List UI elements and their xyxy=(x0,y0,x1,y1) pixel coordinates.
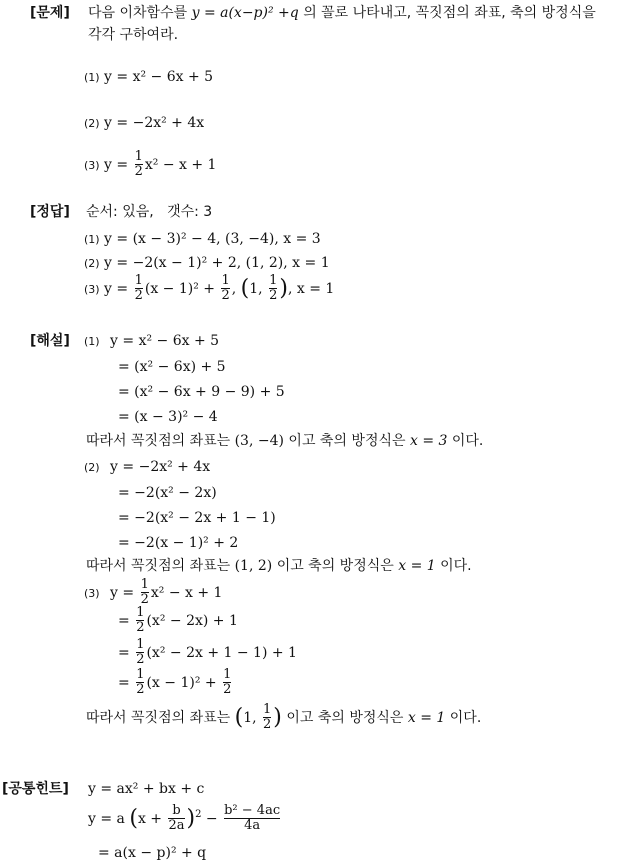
fraction-denominator: 2 xyxy=(136,652,145,668)
solution-3-step2 xyxy=(118,606,238,636)
hint-line1: y = ax² + bx + c xyxy=(88,781,205,797)
fraction-numerator: 1 xyxy=(221,273,230,288)
paren-open: ( xyxy=(129,805,138,831)
solution-2-step4: = −2(x − 1)² + 2 xyxy=(118,535,239,551)
fraction-denominator: 2 xyxy=(269,288,278,304)
fraction xyxy=(168,804,184,834)
conclusion-end: 이다. xyxy=(449,709,482,726)
item-number: (2) xyxy=(84,257,100,270)
conclusion-pre: 따라서 꼭짓점의 좌표는 xyxy=(86,709,231,726)
item-number: (1) xyxy=(84,335,100,348)
fraction-denominator: 2 xyxy=(263,717,272,733)
hint-x: x + xyxy=(137,810,163,827)
conclusion-mid: 이고 축의 방정식은 xyxy=(288,433,406,449)
conclusion-point: (1, 2) xyxy=(234,558,273,574)
paren-close: ) xyxy=(186,805,196,831)
step-pre: = xyxy=(118,644,130,661)
step-pre: y = xyxy=(110,584,135,601)
exponent: 2 xyxy=(195,809,202,821)
answer-comma: , xyxy=(231,280,237,297)
fraction-numerator: 1 xyxy=(263,702,272,717)
item-number: (3) xyxy=(84,282,100,296)
solution-3-step4 xyxy=(118,668,233,698)
fraction-denominator: 2 xyxy=(140,592,149,608)
solution-3-conclusion xyxy=(86,703,481,733)
conclusion-axis: x = 1 xyxy=(398,558,436,574)
fraction-numerator: 1 xyxy=(269,273,278,288)
fraction-denominator: 4a xyxy=(224,818,280,833)
fraction-numerator: 1 xyxy=(136,667,145,682)
solution-label: [해설] xyxy=(30,333,70,349)
problem-text-pre: 다음 이차함수를 xyxy=(88,5,188,21)
fraction xyxy=(221,274,229,304)
solution-3-step3 xyxy=(118,638,297,668)
item-number: (2) xyxy=(84,461,100,474)
fraction-numerator: 1 xyxy=(136,637,145,652)
fraction-numerator: 1 xyxy=(134,273,143,288)
item-number: (3) xyxy=(84,158,100,172)
step-post: (x² − 2x + 1 − 1) + 1 xyxy=(146,644,297,661)
solution-1-step2: = (x² − 6x) + 5 xyxy=(118,359,226,375)
answer-expr-mid: (x − 1)² + xyxy=(144,280,216,297)
solution-1-step4: = (x − 3)² − 4 xyxy=(118,409,218,425)
step-post: (x − 1)² + xyxy=(146,674,217,691)
step-pre: = xyxy=(118,674,130,691)
item-expression-pre: y = xyxy=(104,156,129,173)
fraction-numerator: 1 xyxy=(134,149,143,164)
vertex-x: 1, xyxy=(249,280,263,297)
fraction xyxy=(135,150,143,180)
fraction-denominator: 2 xyxy=(134,164,143,180)
step-post: x² − x + 1 xyxy=(150,584,223,601)
answer-expr-pre: y = xyxy=(104,280,129,297)
item-number: (3) xyxy=(84,586,100,600)
fraction-denominator: 2 xyxy=(134,288,143,304)
step-post: (x² − 2x) + 1 xyxy=(146,612,238,629)
fraction-denominator: 2 xyxy=(223,682,232,698)
problem-formula: y = a(x−p)² +q xyxy=(191,5,299,21)
conclusion-mid: 이고 축의 방정식은 xyxy=(276,558,394,574)
fraction xyxy=(136,668,144,698)
answer-2 xyxy=(84,256,330,270)
paren-open: ( xyxy=(240,275,250,301)
fraction-numerator: 1 xyxy=(223,667,232,682)
fraction-numerator: b² − 4ac xyxy=(224,803,281,818)
fraction-denominator: 2 xyxy=(136,620,145,636)
item-expression: y = −2x² + 4x xyxy=(104,115,205,131)
conclusion-mid: 이고 축의 방정식은 xyxy=(286,709,404,726)
problem-item-2 xyxy=(84,116,204,130)
paren-close: ) xyxy=(279,275,288,301)
solution-2-conclusion xyxy=(86,559,472,573)
solution-1-conclusion xyxy=(86,434,483,448)
problem-item-3 xyxy=(84,150,216,180)
hint-label: [공통힌트] xyxy=(2,781,69,797)
step-expression: y = −2x² + 4x xyxy=(110,459,211,475)
fraction-denominator: 2 xyxy=(136,682,145,698)
solution-3-line1 xyxy=(84,578,222,608)
fraction xyxy=(223,668,231,698)
fraction xyxy=(135,274,143,304)
fraction xyxy=(136,638,144,668)
solution-1-step3: = (x² − 6x + 9 − 9) + 5 xyxy=(118,384,285,400)
fraction xyxy=(141,578,149,608)
conclusion-point: (3, −4) xyxy=(234,433,284,449)
problem-statement-line1 xyxy=(88,6,596,20)
fraction-numerator: 1 xyxy=(136,605,145,620)
fraction-denominator: 2 xyxy=(221,288,230,304)
answer-1 xyxy=(84,232,321,246)
problem-statement-line2: 각각 구하여라. xyxy=(88,27,179,43)
solution-2-line1 xyxy=(84,460,210,474)
fraction xyxy=(136,606,144,636)
answer-3 xyxy=(84,274,334,304)
hint-minus: − xyxy=(205,810,218,827)
solution-1-line1 xyxy=(84,334,219,348)
fraction-numerator: 1 xyxy=(140,577,149,592)
fraction xyxy=(269,274,277,304)
conclusion-pre: 따라서 꼭짓점의 좌표는 xyxy=(86,433,231,449)
conclusion-end: 이다. xyxy=(440,558,472,574)
answer-meta: 순서: 있음, 갯수: 3 xyxy=(86,204,213,220)
conclusion-axis: x = 3 xyxy=(409,433,448,449)
fraction-numerator: b xyxy=(172,803,181,818)
hint-line2 xyxy=(88,804,282,834)
problem-label: [문제] xyxy=(30,5,70,21)
solution-2-step2: = −2(x² − 2x) xyxy=(118,485,217,501)
paren-close: ) xyxy=(273,704,282,730)
answer-expression: y = (x − 3)² − 4, (3, −4), x = 3 xyxy=(104,231,321,247)
item-expression-post: x² − x + 1 xyxy=(144,156,217,173)
paren-open: ( xyxy=(234,704,244,730)
item-number: (1) xyxy=(84,71,100,84)
conclusion-point: 1, xyxy=(243,709,257,726)
step-expression: y = x² − 6x + 5 xyxy=(110,333,220,349)
item-number: (1) xyxy=(84,233,100,246)
problem-item-1 xyxy=(84,70,213,84)
solution-2-step3: = −2(x² − 2x + 1 − 1) xyxy=(118,510,276,526)
fraction-denominator: 2a xyxy=(168,818,185,834)
fraction xyxy=(263,703,271,733)
answer-expression: y = −2(x − 1)² + 2, (1, 2), x = 1 xyxy=(104,255,330,271)
item-number: (2) xyxy=(84,117,100,130)
answer-label: [정답] xyxy=(30,204,70,220)
problem-text-post: 의 꼴로 나타내고, 꼭짓점의 좌표, 축의 방정식을 xyxy=(303,5,596,21)
item-expression: y = x² − 6x + 5 xyxy=(104,69,214,85)
conclusion-axis: x = 1 xyxy=(407,709,446,726)
step-pre: = xyxy=(118,612,130,629)
answer-tail: , x = 1 xyxy=(287,280,335,297)
conclusion-pre: 따라서 꼭짓점의 좌표는 xyxy=(86,558,231,574)
hint-line3: = a(x − p)² + q xyxy=(98,845,207,861)
hint-pre: y = a xyxy=(88,810,125,827)
fraction xyxy=(224,804,280,834)
conclusion-end: 이다. xyxy=(451,433,484,449)
